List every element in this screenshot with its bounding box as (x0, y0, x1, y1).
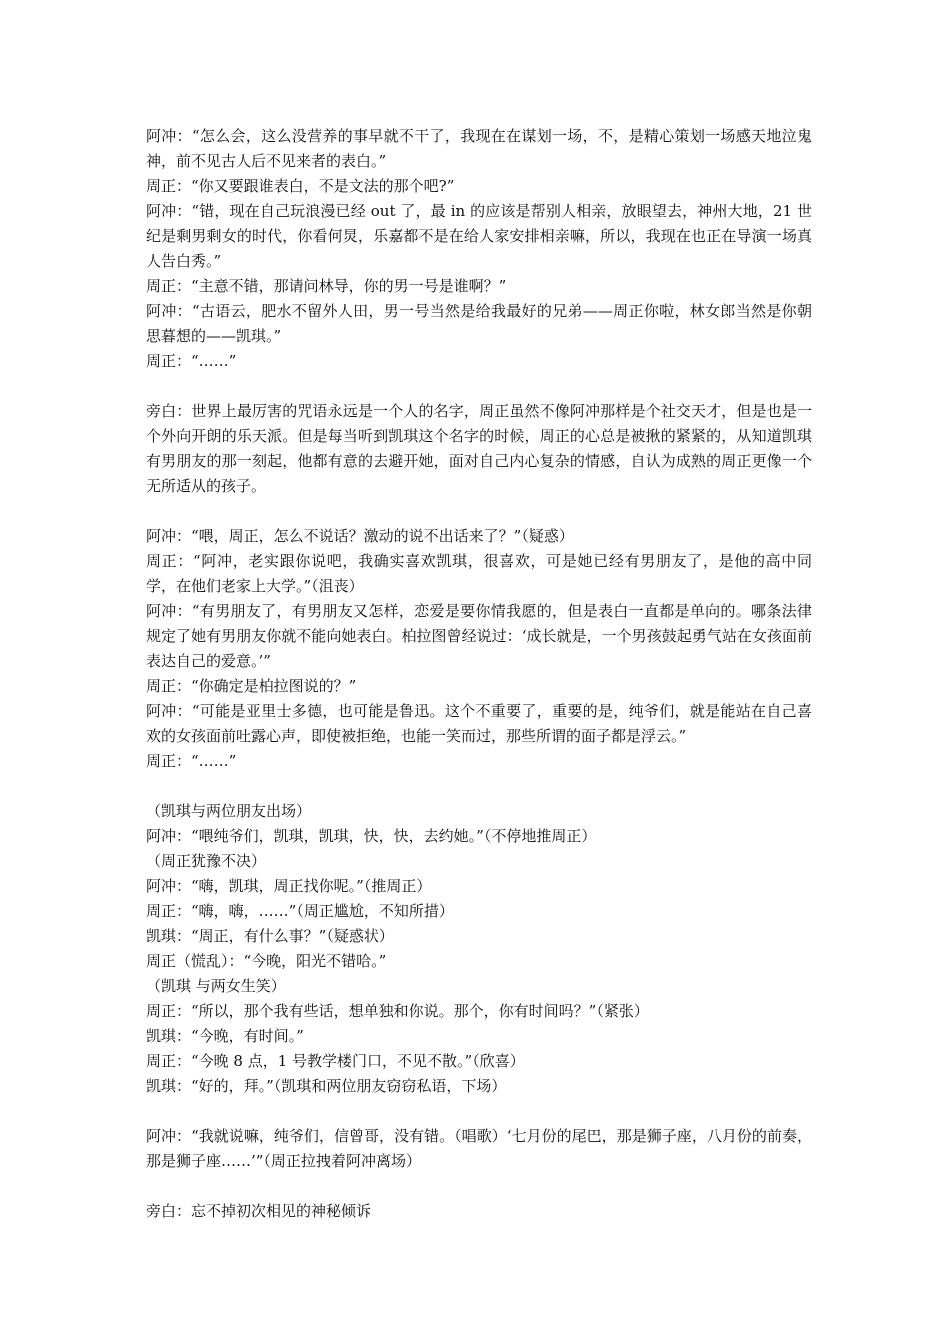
script-paragraph: 阿冲：“嗨，凯琪，周正找你呢。”（推周正） (146, 877, 432, 895)
blank-line (146, 774, 812, 799)
script-paragraph: 周正（慌乱）：“今晚，阳光不错哈。” (146, 952, 387, 970)
script-paragraph: 阿冲：“喂纯爷们，凯琪，凯琪，快，快，去约她。”（不停地推周正） (146, 827, 597, 845)
script-paragraph: 阿冲：“我就说嘛，纯爷们，信曾哥，没有错。（唱歌）‘七月份的尾巴，那是狮子座，八月份的前奏，那是狮子座……’”（周正拉拽着阿冲离场） (146, 1127, 812, 1170)
script-text (146, 124, 812, 1224)
script-paragraph: 阿冲：“怎么会，这么没营养的事早就不干了，我现在在谋划一场，不，是精心策划一场感天地泣鬼神，前不见古人后不见来者的表白。” (146, 127, 812, 170)
script-paragraph: 凯琪：“今晚，有时间。” (146, 1027, 304, 1045)
script-paragraph: （周正犹豫不决） (146, 852, 267, 870)
script-paragraph: 旁白：忘不掉初次相见的神秘倾诉 (146, 1202, 372, 1220)
script-paragraph: （凯琪 与两女生笑） (146, 977, 286, 995)
blank-line (146, 374, 812, 399)
script-paragraph: 周正：“……” (146, 352, 237, 370)
script-paragraph: 周正：“所以，那个我有些话，想单独和你说。那个，你有时间吗？”（紧张） (146, 1002, 649, 1020)
script-paragraph: 周正：“今晚 8 点，1 号教学楼门口，不见不散。”（欣喜） (146, 1052, 525, 1070)
script-paragraph: 阿冲：“错，现在自己玩浪漫已经 out 了，最 in 的应该是帮别人相亲，放眼望去，神州大地，21 世纪是剩男剩女的时代，你看何炅，乐嘉都不是在给人家安排相亲嘛，所以，我现在也正在导演一场真人告白秀。” (146, 202, 812, 270)
script-paragraph: 阿冲：“可能是亚里士多德，也可能是鲁迅。这个不重要了，重要的是，纯爷们，就是能站在自己喜欢的女孩面前吐露心声，即使被拒绝，也能一笑而过，那些所谓的面子都是浮云。” (146, 702, 812, 745)
script-paragraph: 阿冲：“有男朋友了，有男朋友又怎样，恋爱是要你情我愿的，但是表白一直都是单向的。哪条法律规定了她有男朋友你就不能向她表白。柏拉图曾经说过：‘成长就是，一个男孩鼓起勇气站在女孩面前表达自己的爱意。’” (146, 602, 812, 670)
script-paragraph: 阿冲：“喂，周正，怎么不说话？激动的说不出话来了？”（疑惑） (146, 527, 574, 545)
script-paragraph: 旁白：世界上最厉害的咒语永远是一个人的名字，周正虽然不像阿冲那样是个社交天才，但是也是一个外向开朗的乐天派。但是每当听到凯琪这个名字的时候，周正的心总是被揪的紧紧的，从知道凯琪有男朋友的那一刻起，他都有意的去避开她，面对自己内心复杂的情感，自认为成熟的周正更像一个无所适从的孩子。 (146, 402, 812, 495)
script-paragraph: 周正：“你又要跟谁表白，不是文法的那个吧?” (146, 177, 455, 195)
blank-line (146, 1099, 812, 1124)
script-paragraph: 凯琪：“周正，有什么事？”（疑惑状） (146, 927, 394, 945)
script-paragraph: 周正：“你确定是柏拉图说的？” (146, 677, 357, 695)
script-paragraph: （凯琪与两位朋友出场） (146, 802, 312, 820)
script-paragraph: 周正：“阿冲，老实跟你说吧，我确实喜欢凯琪，很喜欢，可是她已经有男朋友了，是他的高中同学，在他们老家上大学。”（沮丧） (146, 552, 812, 595)
script-paragraph: 阿冲：“古语云，肥水不留外人田，男一号当然是给我最好的兄弟——周正你啦，林女郎当然是你朝思暮想的——凯琪。” (146, 302, 812, 345)
script-paragraph: 凯琪：“好的，拜。”（凯琪和两位朋友窃窃私语，下场） (146, 1077, 507, 1095)
script-paragraph: 周正：“嗨，嗨，……”（周正尴尬，不知所措） (146, 902, 454, 920)
script-paragraph: 周正：“……” (146, 752, 237, 770)
blank-line (146, 1174, 812, 1199)
blank-line (146, 499, 812, 524)
script-paragraph: 周正：“主意不错，那请问林导，你的男一号是谁啊？” (146, 277, 507, 295)
